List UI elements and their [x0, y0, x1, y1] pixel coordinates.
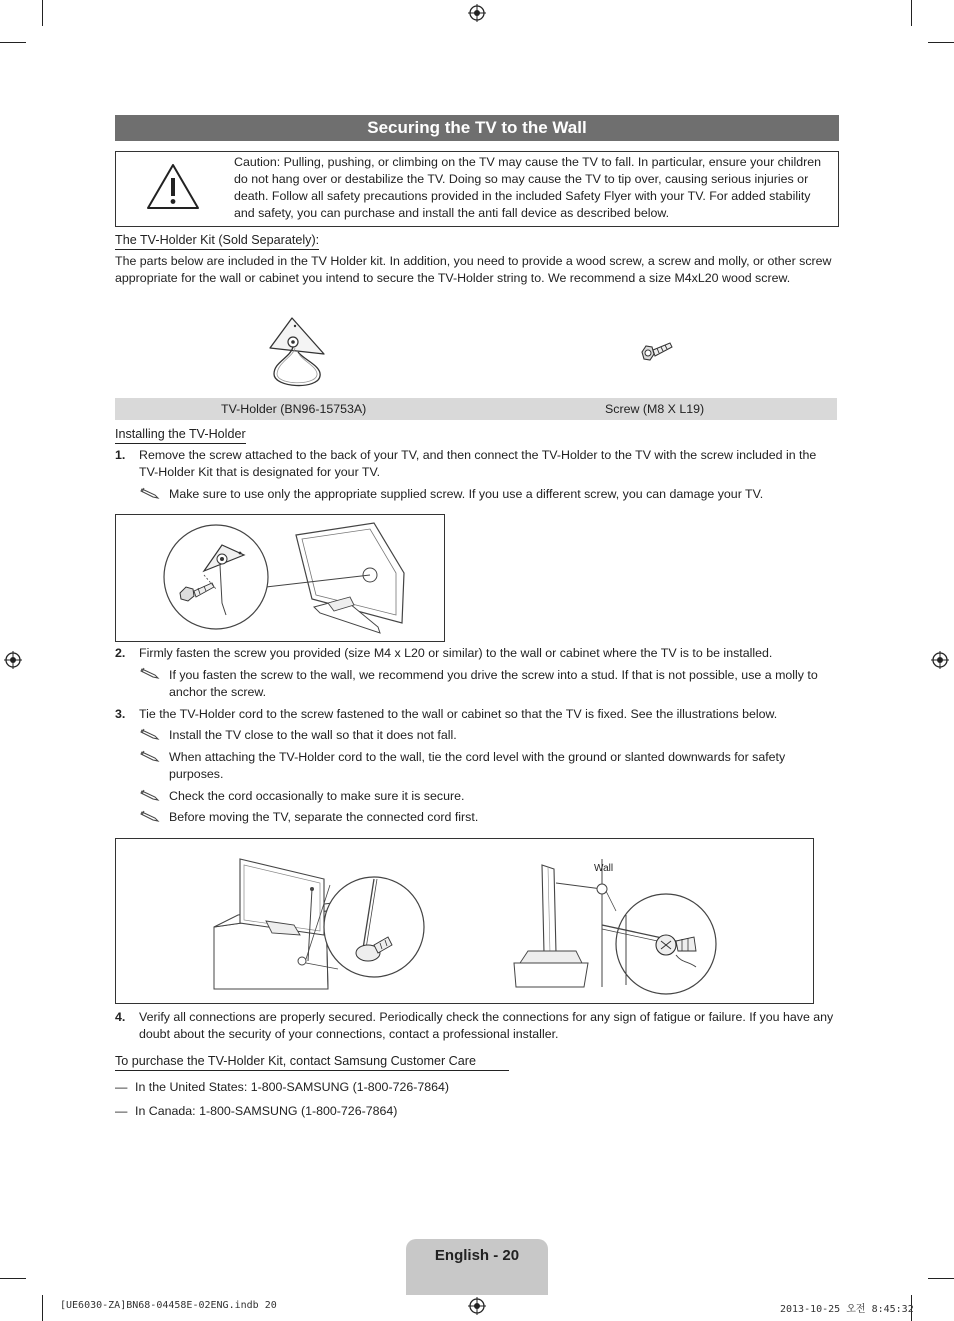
step-number: 3.	[115, 707, 126, 721]
print-slug-left: [UE6030-ZA]BN68-04458E-02ENG.indb 20	[60, 1300, 277, 1311]
step-text: Verify all connections are properly secured. Periodically check the connections for any sign of fatigue or failure. If you have any doubt about the security of your connections, contact a professional installer.	[139, 1010, 834, 1041]
crop-mark	[42, 1295, 43, 1321]
wall-label: Wall	[594, 863, 614, 874]
note-pencil-icon	[140, 728, 160, 740]
figure-attach-holder	[115, 514, 445, 642]
kit-heading: The TV-Holder Kit (Sold Separately):	[115, 232, 319, 250]
note-text: Check the cord occasionally to make sure it is secure.	[169, 789, 465, 803]
parts-label-row	[115, 398, 837, 420]
page-number-tab: English - 20	[406, 1239, 548, 1295]
contact-canada: In Canada: 1-800-SAMSUNG (1-800-726-7864)	[135, 1104, 398, 1118]
step-text: Tie the TV-Holder cord to the screw fastened to the wall or cabinet so that the TV is fixed. See the illustrations below.	[139, 707, 778, 721]
warning-triangle-icon	[145, 162, 201, 212]
contact-us: In the United States: 1-800-SAMSUNG (1-800-726-7864)	[135, 1080, 450, 1094]
note-pencil-icon	[140, 487, 160, 499]
note-pencil-icon	[140, 810, 160, 822]
registration-mark-icon	[468, 1297, 486, 1315]
note-pencil-icon	[140, 750, 160, 762]
page-title: Securing the TV to the Wall	[115, 115, 839, 141]
registration-mark-icon	[931, 651, 949, 669]
caution-box	[115, 151, 839, 227]
figure-tie-cord	[115, 838, 814, 1004]
crop-mark	[928, 1278, 954, 1279]
screw-illustration	[638, 338, 676, 368]
purchase-heading: To purchase the TV-Holder Kit, contact Samsung Customer Care	[115, 1053, 509, 1071]
note-text: When attaching the TV-Holder cord to the wall, tie the cord level with the ground or slanted downwards for safety purposes.	[169, 750, 786, 781]
print-slug-right: 2013-10-25 오전 8:45:32	[780, 1304, 914, 1315]
caution-body: : Pulling, pushing, or climbing on the TV may cause the TV to fall. In particular, ensure your children do not hang over or destabilize the TV. Doing so may cause the TV to tip over, causing serious injuries or death. Follow all safety precautions provided in the included Safety Flyer with your TV. For added stability and safety, you can purchase and install the anti fall device as described below.	[234, 155, 822, 220]
install-heading: Installing the TV-Holder	[115, 426, 246, 444]
crop-mark	[0, 1278, 26, 1279]
step-number: 4.	[115, 1010, 126, 1024]
step-number: 2.	[115, 646, 126, 660]
caution-label: Caution	[234, 155, 277, 169]
note-text: Make sure to use only the appropriate supplied screw. If you use a different screw, you can damage your TV.	[169, 487, 764, 501]
note-text: If you fasten the screw to the wall, we recommend you drive the screw into a stud. If that is not possible, use a molly to anchor the screw.	[169, 668, 818, 699]
crop-mark	[911, 0, 912, 26]
registration-mark-icon	[4, 651, 22, 669]
note-text: Install the TV close to the wall so that it does not fall.	[169, 728, 457, 742]
tv-holder-illustration	[262, 312, 330, 392]
caution-text	[234, 154, 832, 222]
part-label-tv-holder: TV-Holder (BN96-15753A)	[221, 402, 367, 416]
list-dash: —	[115, 1104, 128, 1118]
note-pencil-icon	[140, 789, 160, 801]
note-text: Before moving the TV, separate the connected cord first.	[169, 810, 479, 824]
step-text: Firmly fasten the screw you provided (size M4 x L20 or similar) to the wall or cabinet where the TV is to be installed.	[139, 646, 773, 660]
step-number: 1.	[115, 448, 126, 462]
note-pencil-icon	[140, 667, 160, 679]
list-dash: —	[115, 1080, 128, 1094]
kit-intro: The parts below are included in the TV Holder kit. In addition, you need to provide a wood screw, a screw and molly, or other screw appropriate for the wall or cabinet you intend to secure the TV-Holder string to. We recommend a size M4xL20 wood screw.	[115, 254, 832, 285]
step-text: Remove the screw attached to the back of your TV, and then connect the TV-Holder to the TV with the screw included in the TV-Holder Kit that is designated for your TV.	[139, 448, 817, 479]
tie-cord-illustration	[116, 839, 813, 1003]
crop-mark	[0, 42, 26, 43]
attach-holder-illustration	[116, 515, 444, 641]
crop-mark	[42, 0, 43, 26]
crop-mark	[928, 42, 954, 43]
part-label-screw: Screw (M8 X L19)	[605, 402, 705, 416]
registration-mark-icon	[468, 4, 486, 22]
